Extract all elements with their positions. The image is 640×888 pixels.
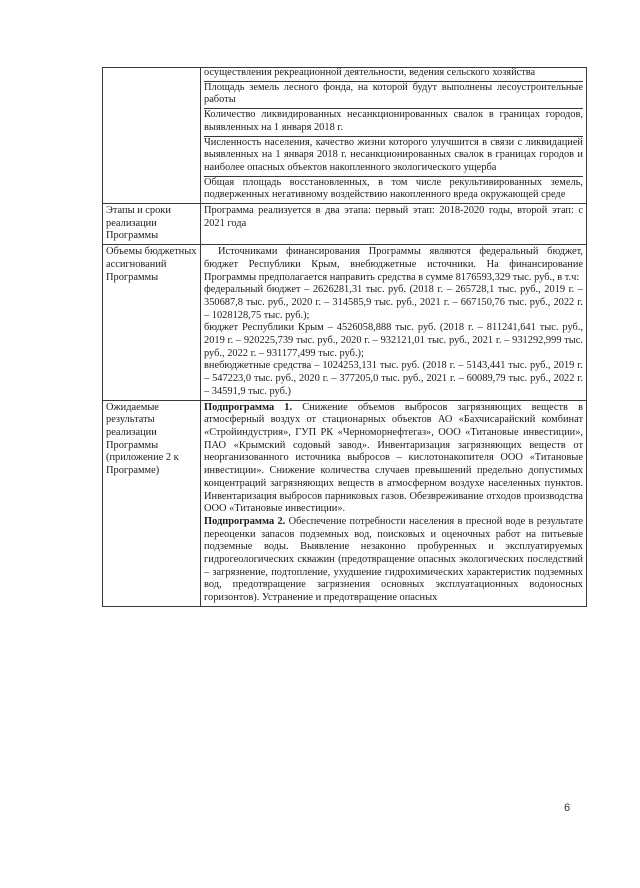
table-row-results: [103, 400, 587, 606]
subprogram-1-title: Подпрограмма 1.: [204, 401, 293, 413]
page-number: 6: [564, 802, 571, 814]
indicator-item: Численность населения, качество жизни которого улучшится в связи с ликвидацией выявленных на 1 января 2018 г. несанкционированных свалок в границах городов и наиболее опасных объектов накопленного экологического ущерба: [204, 137, 583, 177]
indicator-item: осуществления рекреационной деятельности, ведения сельского хозяйства: [204, 67, 583, 82]
subprogram-2-paragraph: [204, 516, 583, 605]
subprogram-2-text: Обеспечение потребности населения в пресной воде в результате переоценки запасов подземных вод, поисковых и оценочных работ на питьевые подземные воды. Выявление незаконно пробуренных и эксплуатируемых гидрогеологических скважин (предотвращение опасных экологических последствий – загрязнение, подтопление, ухудшение гидрохимических характеристик подземных вод, предотвращение загрязнения основных эксплуатационных водоносных горизонтов). Устранение и предотвращение опасных: [204, 515, 583, 604]
budget-crimea: бюджет Республики Крым – 4526058,888 тыс. руб. (2018 г. – 811241,641 тыс. руб., 2019 г. – 920225,739 тыс. руб., 2020 г. – 932121,01 тыс. руб., 2021 г. – 931292,999 тыс. руб., 2022 г. – 931177,499 тыс. руб.);: [204, 322, 583, 359]
budget-intro: Источниками финансирования Программы являются федеральный бюджет, бюджет Республики Крым, внебюджетные источники. На финансирование Программы предполагается направить средства в сумме 8176593,329 тыс. руб., в т.ч:: [204, 246, 583, 283]
results-label: Ожидаемые результаты реализации Программы (приложение 2 к Программе): [103, 400, 201, 606]
budget-federal: федеральный бюджет – 2626281,31 тыс. руб. (2018 г. – 265728,1 тыс. руб., 2019 г. – 350687,8 тыс. руб., 2020 г. – 314585,9 тыс. руб., 2021 г. – 667150,76 тыс. руб., 2022 г. – 1028128,75 тыс. руб.);: [204, 284, 583, 321]
budget-extra: внебюджетные средства – 1024253,131 тыс. руб. (2018 г. – 5143,441 тыс. руб., 2019 г. – 547223,0 тыс. руб., 2020 г. – 377205,0 тыс. руб., 2021 г. – 60089,79 тыс. руб., 2022 г. – 34591,9 тыс. руб.): [204, 360, 583, 397]
budget-label: Объемы бюджетных ассигнований Программы: [103, 245, 201, 400]
subprogram-2-title: Подпрограмма 2.: [204, 515, 286, 527]
indicator-item: Количество ликвидированных несанкционированных свалок в границах городов, выявленных на 1 января 2018 г.: [204, 109, 583, 136]
indicator-item: Площадь земель лесного фонда, на которой будут выполнены лесоустроительные работы: [204, 82, 583, 109]
subprogram-1-paragraph: [204, 402, 583, 516]
program-passport-table: [102, 67, 587, 607]
empty-label-cell: [103, 68, 201, 204]
subprogram-1-text: Снижение объемов выбросов загрязняющих веществ в атмосферный воздух от стационарных объектов АО «Бахчисарайский комбинат «Стройиндустрия», ГУП РК «Черноморнефтегаз», ООО «Титановые инвестиции», ПАО «Крымский содовый завод». Инвентаризация загрязняющих веществ от неорганизованного источника выбросов – кислотонакопителя ООО «Титановые инвестиции». Снижение количества случаев превышений предельно допустимых концентраций загрязняющих веществ в атмосферном воздухе населенных пунктов. Инвентаризация выбросов парниковых газов. Обезвреживание отходов производства ООО «Титановые инвестиции».: [204, 401, 583, 515]
budget-cell: [201, 245, 587, 400]
results-cell: [201, 400, 587, 606]
table-row-stages: [103, 204, 587, 245]
stages-text: Программа реализуется в два этапа: первый этап: 2018-2020 годы, второй этап: с 2021 года: [201, 204, 587, 245]
table-row-budget: [103, 245, 587, 400]
table-row-indicators: [103, 68, 587, 204]
indicator-item: Общая площадь восстановленных, в том числе рекультивированных земель, подверженных негативному воздействию накопленного вреда окружающей среде: [204, 176, 583, 201]
indicators-cell: [201, 68, 587, 204]
stages-label: Этапы и сроки реализации Программы: [103, 204, 201, 245]
